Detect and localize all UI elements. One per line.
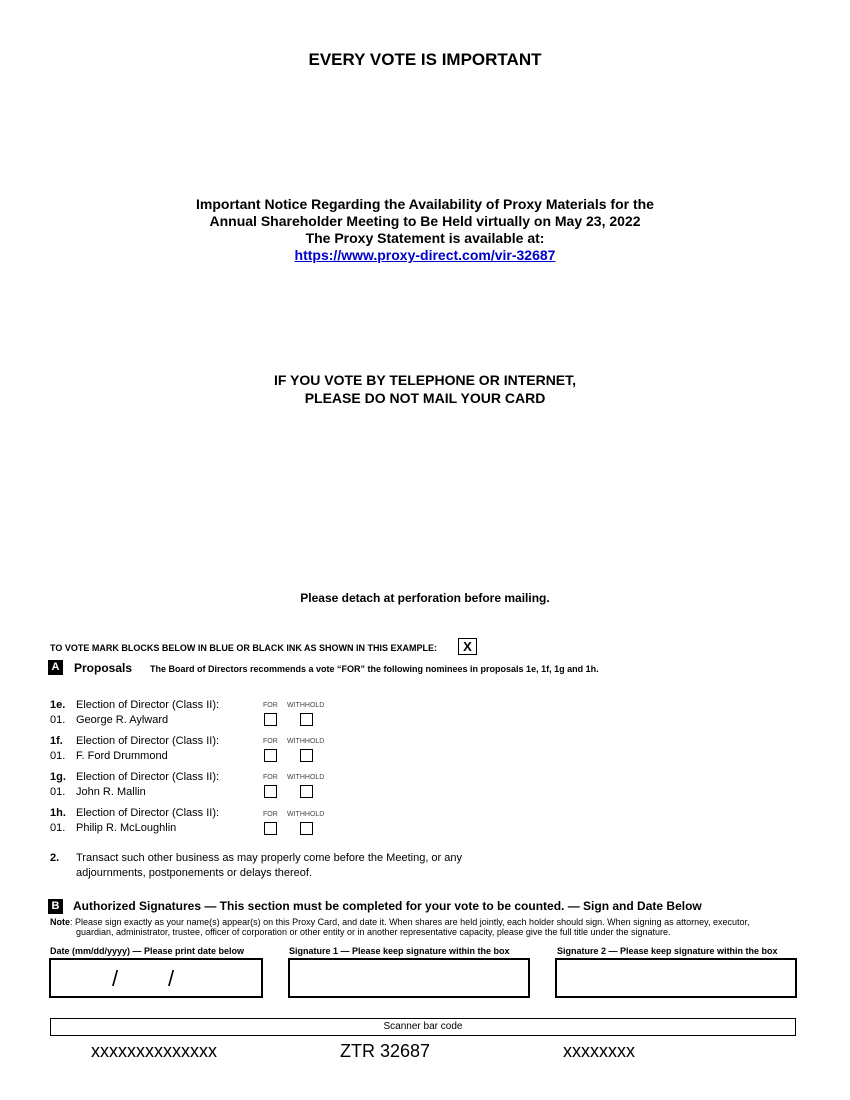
proposal-title: Election of Director (Class II): [76, 771, 220, 783]
notice-line-2: Annual Shareholder Meeting to Be Held virtually on May 23, 2022 [209, 213, 641, 229]
proposal-2-line-1: Transact such other business as may properly come before the Meeting, or any [76, 852, 463, 864]
nominee-name: F. Ford Drummond [76, 750, 168, 762]
mail-note-line-1: IF YOU VOTE BY TELEPHONE OR INTERNET, [273, 372, 577, 388]
for-checkbox-1g[interactable] [264, 785, 277, 798]
proposal-title: Election of Director (Class II): [76, 699, 220, 711]
proposal-title: Election of Director (Class II): [76, 735, 220, 747]
for-checkbox-1e[interactable] [264, 713, 277, 726]
proposal-number: 1g. [50, 771, 66, 783]
proposal-1e [50, 698, 219, 728]
note-line-2: guardian, administrator, trustee, officer of corporation or other entity or in another representative capacity, please give the full title under the signature. [76, 927, 671, 937]
for-column-label: FOR [263, 738, 278, 745]
scanner-bar-code: Scanner bar code [50, 1018, 796, 1036]
for-column-label: FOR [263, 774, 278, 781]
withhold-checkbox-1h[interactable] [300, 822, 313, 835]
nominee-name: George R. Aylward [76, 714, 169, 726]
section-a-title: Proposals [74, 661, 133, 675]
for-checkbox-1f[interactable] [264, 749, 277, 762]
for-checkbox-1h[interactable] [264, 822, 277, 835]
withhold-column-label: WITHHOLD [287, 774, 325, 781]
note-line-1: : Please sign exactly as your name(s) appear(s) on this Proxy Card, and date it. When shares are held jointly, each holder should sign. When signing as attorney, executor, [70, 917, 750, 927]
withhold-checkbox-1f[interactable] [300, 749, 313, 762]
date-separator: / [168, 966, 175, 991]
proposal-1f [50, 734, 219, 764]
signature-2-field[interactable] [555, 958, 797, 998]
signature-1-field[interactable] [288, 958, 530, 998]
code-right: xxxxxxxx [563, 1041, 635, 1061]
withhold-column-label: WITHHOLD [287, 738, 325, 745]
signature-note [50, 917, 810, 937]
signature-1-label: Signature 1 — Please keep signature within the box [289, 946, 510, 956]
code-left: xxxxxxxxxxxxxx [91, 1041, 217, 1061]
section-b-title: Authorized Signatures — This section must be completed for your vote to be counted. — Sign and Date Below [73, 899, 702, 913]
withhold-checkbox-1g[interactable] [300, 785, 313, 798]
withhold-column-label: WITHHOLD [287, 702, 325, 709]
proposal-1h [50, 806, 219, 836]
proxy-notice [0, 196, 850, 264]
code-center: ZTR 32687 [340, 1041, 431, 1061]
nominee-name: John R. Mallin [76, 786, 146, 798]
proposal-2-line-2: adjournments, postponements or delays thereof. [76, 867, 313, 879]
vote-instructions: TO VOTE MARK BLOCKS BELOW IN BLUE OR BLACK INK AS SHOWN IN THIS EXAMPLE: [50, 643, 437, 653]
nominee-number: 01. [50, 714, 66, 726]
nominee-number: 01. [50, 786, 66, 798]
signature-2-label: Signature 2 — Please keep signature within the box [557, 946, 778, 956]
section-b-badge: B [48, 899, 63, 914]
section-a-description: The Board of Directors recommends a vote “FOR” the following nominees in proposals 1e, 1f, 1g and 1h. [150, 664, 599, 674]
example-mark-box: X [458, 638, 477, 655]
proposal-number: 1h. [50, 807, 66, 819]
nominee-name: Philip R. McLoughlin [76, 822, 177, 834]
detach-note: Please detach at perforation before mailing. [300, 591, 550, 605]
proposal-number: 1e. [50, 699, 66, 711]
proposal-2 [50, 851, 462, 881]
date-separator: / [112, 966, 119, 991]
proposal-title: Election of Director (Class II): [76, 807, 220, 819]
withhold-checkbox-1e[interactable] [300, 713, 313, 726]
mail-note [0, 371, 850, 407]
withhold-column-label: WITHHOLD [287, 811, 325, 818]
mail-note-line-2: PLEASE DO NOT MAIL YOUR CARD [304, 390, 546, 406]
proposal-1g [50, 770, 219, 800]
for-column-label: FOR [263, 702, 278, 709]
proxy-statement-link[interactable]: https://www.proxy-direct.com/vir-32687 [294, 247, 556, 263]
proposal-number: 1f. [50, 735, 63, 747]
date-label: Date (mm/dd/yyyy) — Please print date below [50, 946, 245, 956]
notice-line-1: Important Notice Regarding the Availability of Proxy Materials for the [196, 196, 654, 212]
section-a-badge: A [48, 660, 63, 675]
nominee-number: 01. [50, 750, 66, 762]
date-field[interactable] [49, 958, 263, 998]
nominee-number: 01. [50, 822, 66, 834]
page-title: EVERY VOTE IS IMPORTANT [308, 50, 542, 69]
notice-line-3: The Proxy Statement is available at: [305, 230, 545, 246]
proposal-number: 2. [50, 852, 60, 864]
note-label: Note [50, 917, 70, 927]
for-column-label: FOR [263, 811, 278, 818]
